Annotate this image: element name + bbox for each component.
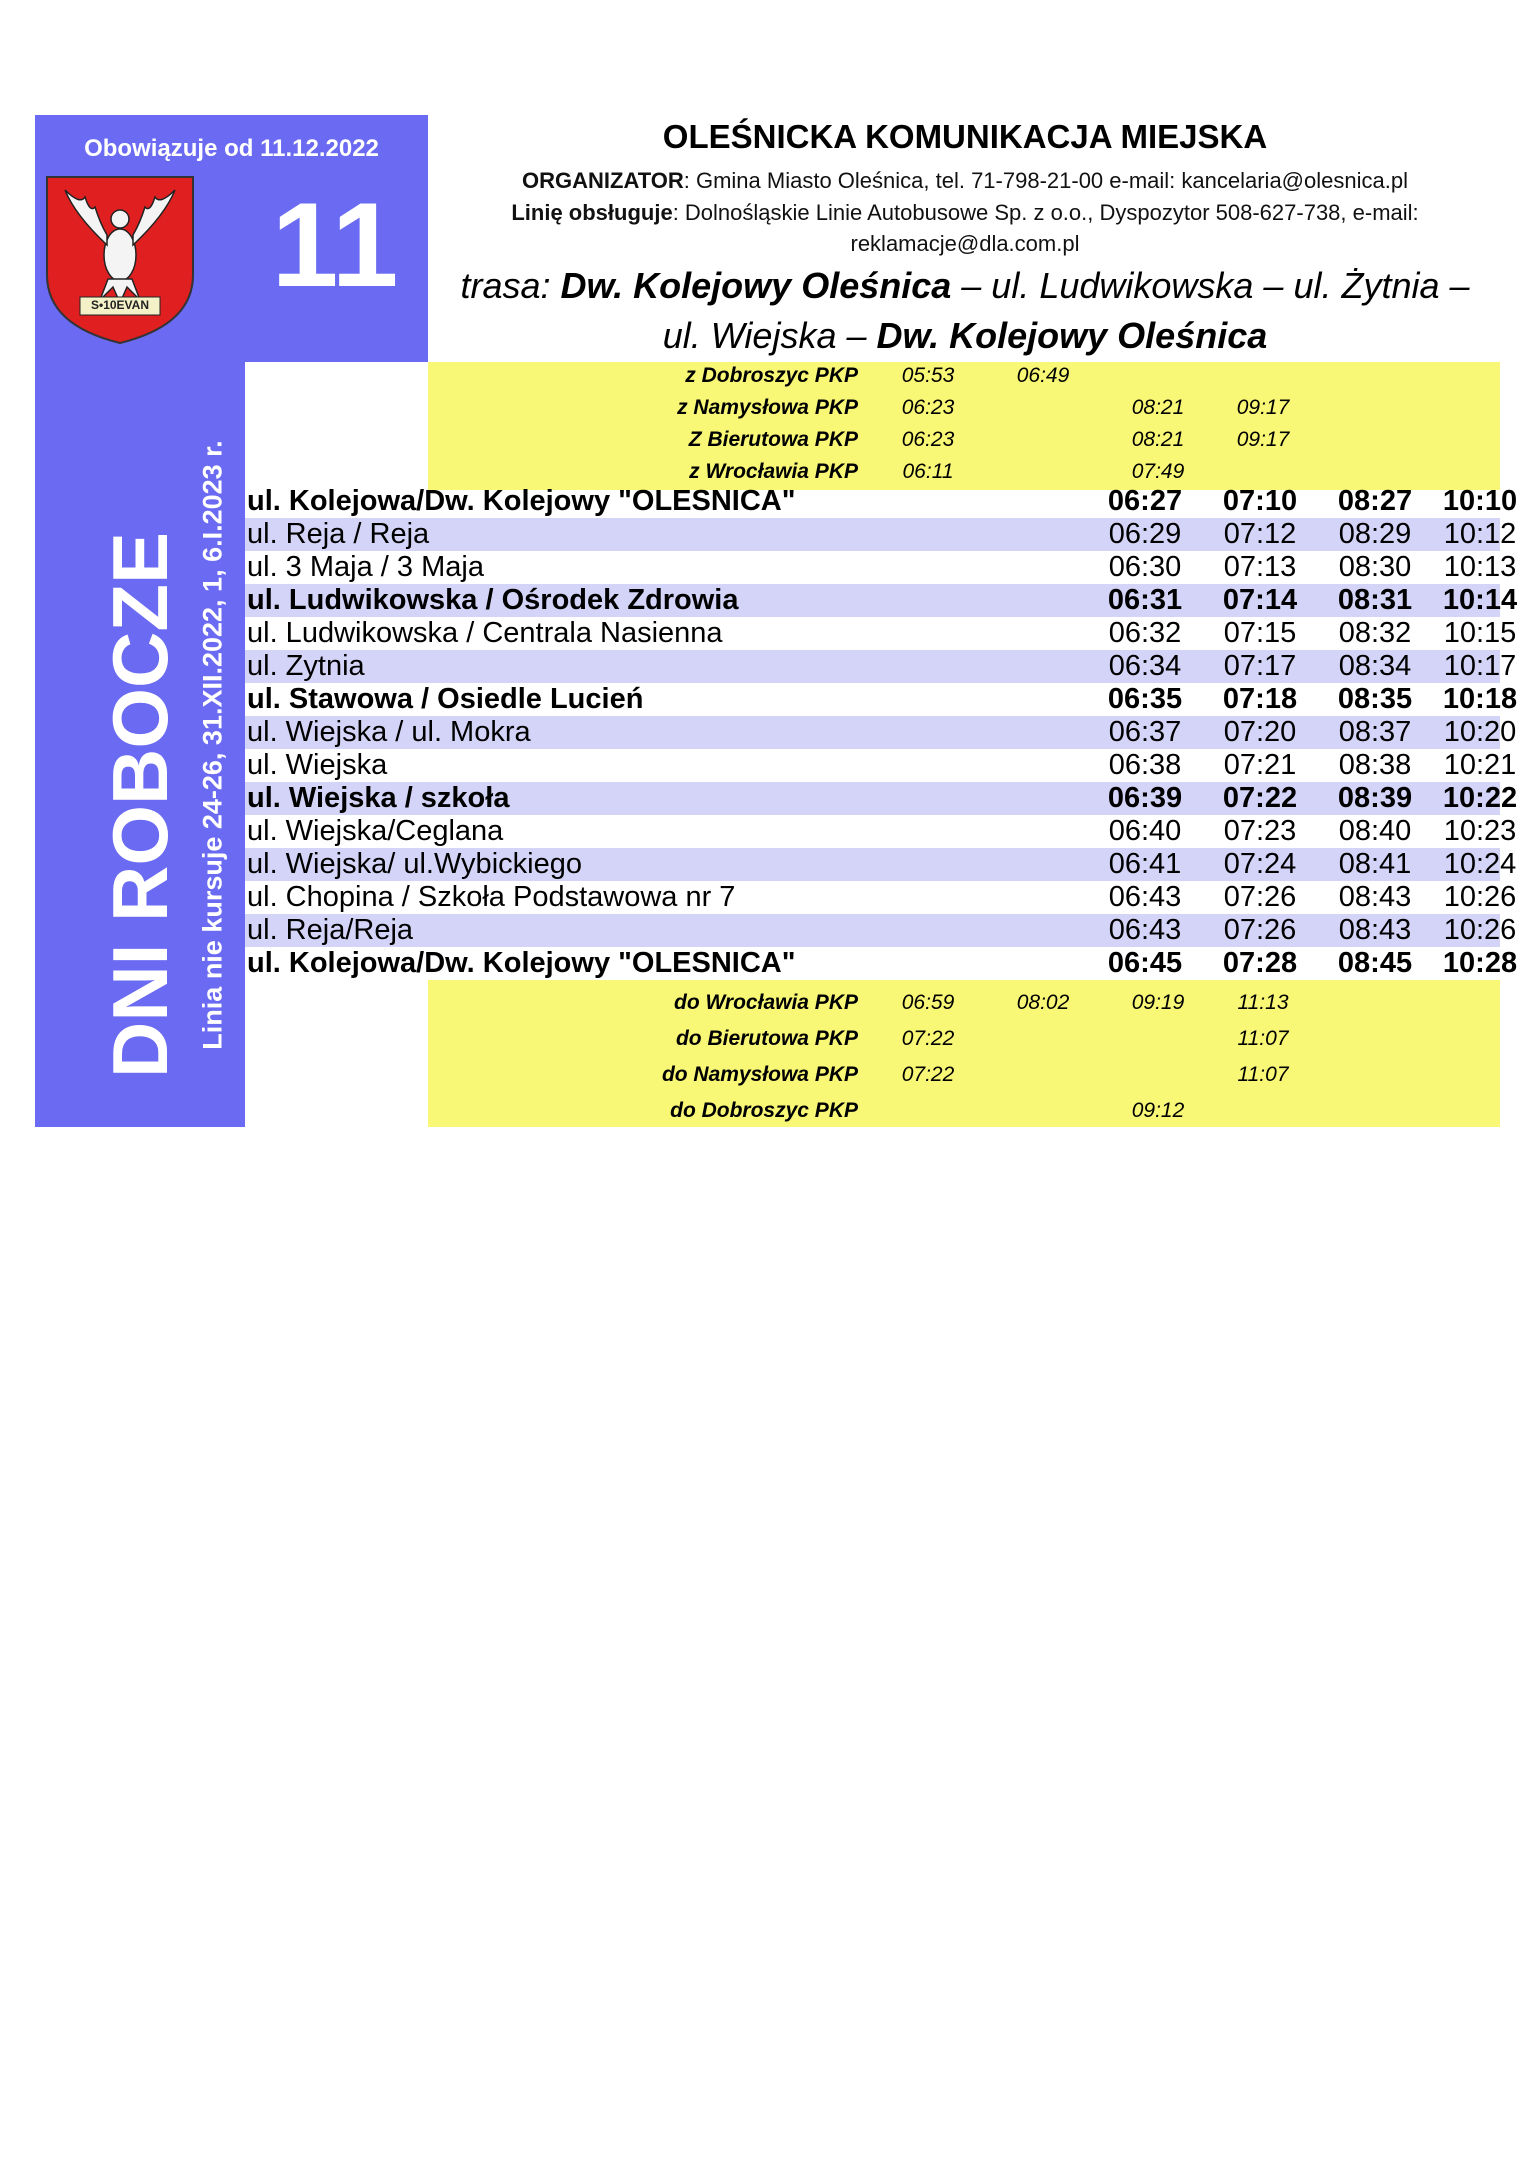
stop-name: ul. Chopina / Szkoła Podstawowa nr 7 xyxy=(247,881,736,913)
connection-time: 09:12 xyxy=(1131,1099,1185,1122)
route-prefix: trasa: xyxy=(460,265,561,306)
route-line-2 xyxy=(450,315,1480,357)
departure-time: 10:20 xyxy=(1443,716,1517,748)
departure-time: 07:20 xyxy=(1223,716,1297,748)
departure-time: 07:26 xyxy=(1223,914,1297,946)
departure-time: 10:28 xyxy=(1442,947,1518,979)
departure-time: 06:43 xyxy=(1108,914,1182,946)
departure-connection-row xyxy=(428,1095,1500,1127)
stop-name: ul. Reja/Reja xyxy=(247,914,414,946)
stop-name: ul. Reja / Reja xyxy=(247,518,430,550)
departure-time: 08:32 xyxy=(1338,617,1412,649)
departure-time: 06:38 xyxy=(1108,749,1182,781)
departure-time: 08:30 xyxy=(1338,551,1412,583)
arrival-time: 06:23 xyxy=(901,396,955,419)
arrival-label: z Namysłowa PKP xyxy=(677,396,858,419)
stop-row xyxy=(245,749,1517,782)
departure-time: 08:38 xyxy=(1338,749,1412,781)
departure-time: 06:41 xyxy=(1108,848,1182,880)
complaints-email: reklamacje@dla.com.pl xyxy=(850,231,1080,256)
route-line-1 xyxy=(450,265,1480,307)
connection-label: do Wrocławia PKP xyxy=(674,991,858,1014)
operator-text: : Dolnośląskie Linie Autobusowe Sp. z o.o., Dyspozytor 508-627-738, e-mail: xyxy=(672,200,1419,225)
departure-time: 07:22 xyxy=(1222,782,1298,814)
arrival-row xyxy=(428,456,1500,488)
arrival-label: z Wrocławia PKP xyxy=(689,460,858,483)
departure-time: 10:14 xyxy=(1442,584,1518,616)
departure-time: 10:13 xyxy=(1443,551,1517,583)
departure-connection-row xyxy=(428,987,1500,1019)
arrival-time: 05:53 xyxy=(901,364,955,387)
stop-row xyxy=(245,485,1518,518)
day-type-label: DNI ROBOCZE xyxy=(96,532,184,1078)
organizer-label: ORGANIZATOR xyxy=(522,168,684,193)
departure-time: 10:24 xyxy=(1443,848,1517,880)
departure-time: 08:31 xyxy=(1337,584,1413,616)
departure-time: 08:45 xyxy=(1337,947,1413,979)
departure-time: 08:43 xyxy=(1338,914,1412,946)
departure-time: 06:27 xyxy=(1107,485,1183,517)
arrival-label: Z Bierutowa PKP xyxy=(688,428,858,451)
departure-time: 06:39 xyxy=(1107,782,1183,814)
departure-time: 07:26 xyxy=(1223,881,1297,913)
departure-time: 10:12 xyxy=(1443,518,1517,550)
departure-time: 07:13 xyxy=(1223,551,1297,583)
departure-time: 06:45 xyxy=(1107,947,1183,979)
stop-row xyxy=(245,716,1517,749)
route-start: Dw. Kolejowy Oleśnica xyxy=(560,265,952,306)
stop-name: ul. Ludwikowska / Centrala Nasienna xyxy=(247,617,723,649)
departure-time: 06:43 xyxy=(1108,881,1182,913)
departure-time: 07:23 xyxy=(1223,815,1297,847)
departure-time: 10:23 xyxy=(1443,815,1517,847)
departure-time: 07:14 xyxy=(1222,584,1298,616)
arrival-time: 08:21 xyxy=(1131,428,1185,451)
departure-time: 06:30 xyxy=(1108,551,1182,583)
arrival-row xyxy=(428,360,1500,392)
departure-time: 07:17 xyxy=(1223,650,1297,682)
stop-name: ul. 3 Maja / 3 Maja xyxy=(247,551,484,583)
departure-time: 07:15 xyxy=(1223,617,1297,649)
departure-time: 10:18 xyxy=(1442,683,1518,715)
departure-time: 07:18 xyxy=(1222,683,1298,715)
departure-time: 10:21 xyxy=(1443,749,1517,781)
departure-time: 10:26 xyxy=(1443,881,1517,913)
departure-time: 08:43 xyxy=(1338,881,1412,913)
arrival-time: 06:11 xyxy=(902,460,954,483)
departure-time: 08:29 xyxy=(1338,518,1412,550)
departure-time: 07:21 xyxy=(1223,749,1297,781)
route-end: Dw. Kolejowy Oleśnica xyxy=(876,315,1268,356)
stop-row xyxy=(245,584,1518,617)
connection-time: 07:22 xyxy=(901,1027,955,1050)
departure-connection-row xyxy=(428,1059,1500,1091)
departure-time: 06:34 xyxy=(1108,650,1182,682)
arrival-time: 06:49 xyxy=(1016,364,1070,387)
connection-time: 08:02 xyxy=(1016,991,1070,1014)
stop-name: ul. Wiejska xyxy=(247,749,388,781)
stop-name: ul. Ludwikowska / Ośrodek Zdrowia xyxy=(247,584,739,616)
stop-name: ul. Wiejska / szkoła xyxy=(247,782,510,814)
stop-row xyxy=(245,617,1517,650)
stop-row xyxy=(245,848,1517,881)
departure-time: 06:35 xyxy=(1107,683,1183,715)
connection-time: 07:22 xyxy=(901,1063,955,1086)
organizer-text: : Gmina Miasto Oleśnica, tel. 71-798-21-00 e-mail: kancelaria@olesnica.pl xyxy=(683,168,1408,193)
stop-row xyxy=(245,551,1517,584)
operator-label: Linię obsługuje xyxy=(511,200,673,225)
connection-label: do Namysłowa PKP xyxy=(661,1063,858,1086)
stop-row xyxy=(245,518,1517,551)
stop-row xyxy=(245,683,1518,716)
arrival-time: 06:23 xyxy=(901,428,955,451)
arrival-row xyxy=(428,424,1500,456)
departure-connection-row xyxy=(428,1023,1500,1055)
organizer-line xyxy=(450,168,1480,194)
departure-time: 07:24 xyxy=(1223,848,1297,880)
stop-name: ul. Wiejska / ul. Mokra xyxy=(247,716,531,748)
connection-time: 06:59 xyxy=(901,991,955,1014)
departure-time: 06:32 xyxy=(1108,617,1182,649)
stop-name: ul. Kolejowa/Dw. Kolejowy "OLESNICA" xyxy=(247,947,796,979)
stop-name: ul. Wiejska/Ceglana xyxy=(247,815,504,847)
route-middle-1: – ul. Ludwikowska – ul. Żytnia – xyxy=(951,265,1470,306)
connection-time: 11:13 xyxy=(1237,991,1289,1014)
departure-time: 06:40 xyxy=(1108,815,1182,847)
operator-title: OLEŚNICKA KOMUNIKACJA MIEJSKA xyxy=(662,118,1268,155)
departure-time: 07:12 xyxy=(1223,518,1297,550)
arrival-label: z Dobroszyc PKP xyxy=(685,364,858,387)
stop-name: ul. Stawowa / Osiedle Lucień xyxy=(247,683,644,715)
departure-time: 08:39 xyxy=(1337,782,1413,814)
crest-ribbon-text: S•10EVAN xyxy=(90,298,149,312)
departure-time: 08:40 xyxy=(1338,815,1412,847)
departure-time: 07:10 xyxy=(1222,485,1298,517)
exception-note: Linia nie kursuje 24-26, 31.XII.2022, 1, 6.I.2023 r. xyxy=(197,440,228,1050)
connection-time: 11:07 xyxy=(1237,1027,1289,1050)
stop-row xyxy=(245,947,1518,980)
departure-time: 06:29 xyxy=(1108,518,1182,550)
connection-time: 09:19 xyxy=(1131,991,1185,1014)
departure-time: 10:26 xyxy=(1443,914,1517,946)
route-middle-2: ul. Wiejska – xyxy=(662,315,877,356)
departure-time: 08:41 xyxy=(1338,848,1412,880)
departure-time: 08:34 xyxy=(1338,650,1412,682)
departure-time: 10:15 xyxy=(1443,617,1517,649)
departure-time: 06:37 xyxy=(1108,716,1182,748)
departure-time: 10:10 xyxy=(1442,485,1518,517)
arrival-time: 07:49 xyxy=(1131,460,1185,483)
arrival-row xyxy=(428,392,1500,424)
stop-row xyxy=(245,782,1518,815)
connection-label: do Bierutowa PKP xyxy=(675,1027,858,1050)
departure-time: 07:28 xyxy=(1222,947,1298,979)
departure-time: 08:27 xyxy=(1337,485,1413,517)
coat-of-arms-icon xyxy=(45,175,195,345)
stop-name: ul. Kolejowa/Dw. Kolejowy "OLESNICA" xyxy=(247,485,796,517)
stop-name: ul. Wiejska/ ul.Wybickiego xyxy=(247,848,582,880)
stop-row xyxy=(245,881,1517,914)
stop-row xyxy=(245,815,1517,848)
departure-time: 10:17 xyxy=(1443,650,1517,682)
arrival-time: 09:17 xyxy=(1236,428,1290,451)
arrival-time: 09:17 xyxy=(1236,396,1290,419)
stop-row xyxy=(245,914,1517,947)
departure-time: 08:37 xyxy=(1338,716,1412,748)
connection-time: 11:07 xyxy=(1237,1063,1289,1086)
departure-time: 06:31 xyxy=(1107,584,1183,616)
stop-name: ul. Zytnia xyxy=(247,650,365,682)
departure-time: 10:22 xyxy=(1442,782,1518,814)
connection-label: do Dobroszyc PKP xyxy=(670,1099,858,1122)
stop-row xyxy=(245,650,1517,683)
line-number: 11 xyxy=(271,178,399,312)
operator-line xyxy=(450,200,1480,226)
departure-time: 08:35 xyxy=(1337,683,1413,715)
arrival-time: 08:21 xyxy=(1131,396,1185,419)
valid-from-date: Obowiązuje od 11.12.2022 xyxy=(84,135,379,162)
